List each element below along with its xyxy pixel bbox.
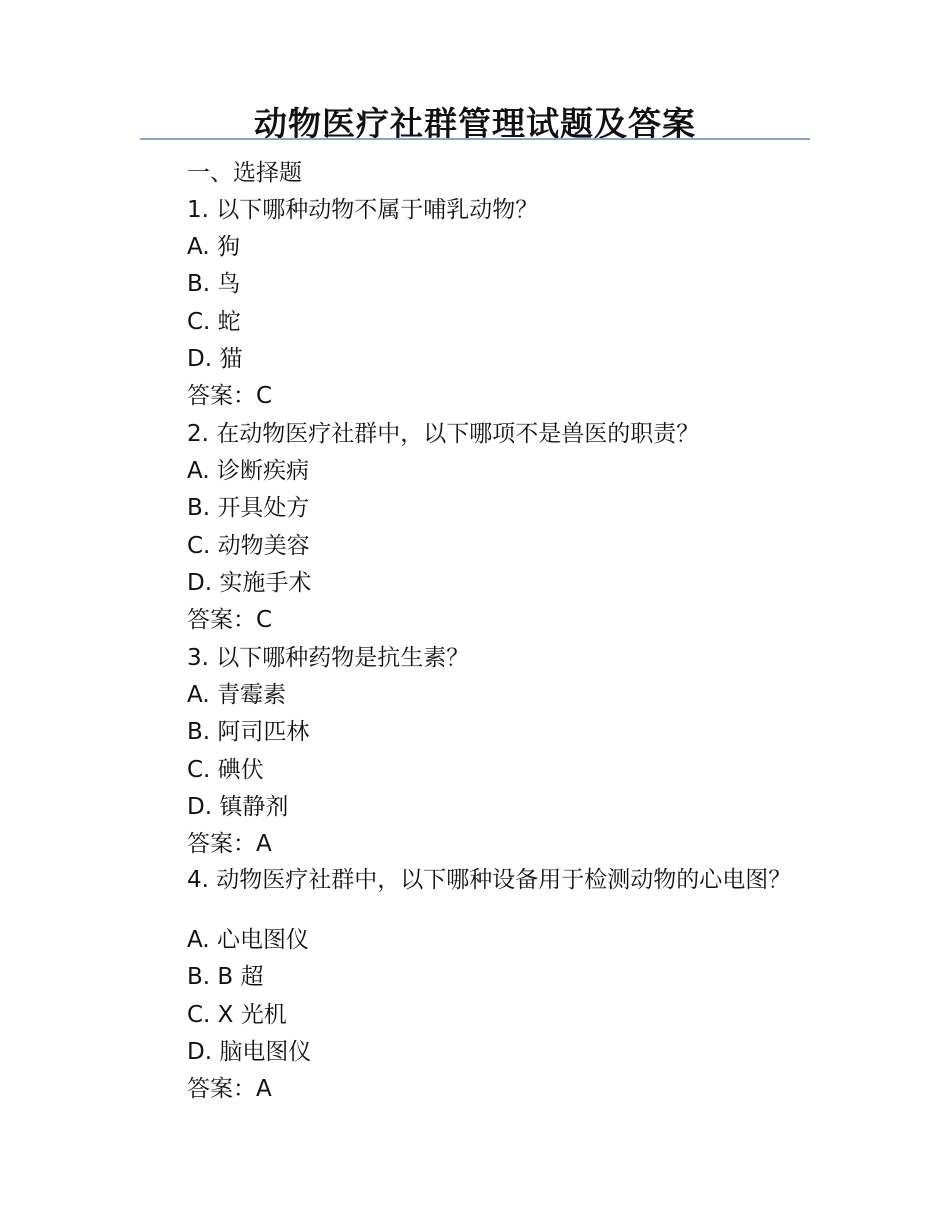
q4-option-b: B. B 超 <box>187 964 264 990</box>
title-underline <box>140 138 810 140</box>
question-3: 3. 以下哪种药物是抗生素？ <box>187 645 470 671</box>
q1-option-b: B. 鸟 <box>187 271 241 297</box>
q3-answer: 答案：A <box>187 831 272 857</box>
q4-option-a: A. 心电图仪 <box>187 927 309 953</box>
q1-answer: 答案：C <box>187 383 273 409</box>
q2-option-b: B. 开具处方 <box>187 495 310 521</box>
q2-option-c: C. 动物美容 <box>187 533 310 559</box>
q1-option-d: D. 猫 <box>187 346 243 372</box>
q3-option-d: D. 镇静剂 <box>187 794 289 820</box>
q3-option-c: C. 碘伏 <box>187 757 264 783</box>
q2-option-d: D. 实施手术 <box>187 570 312 596</box>
document-title: 动物医疗社群管理试题及答案 <box>254 104 696 143</box>
q4-answer: 答案：A <box>187 1076 272 1102</box>
q1-option-a: A. 狗 <box>187 234 240 260</box>
q2-answer: 答案：C <box>187 607 273 633</box>
q4-option-d: D. 脑电图仪 <box>187 1039 312 1065</box>
question-1: 1. 以下哪种动物不属于哺乳动物？ <box>187 197 539 223</box>
q2-option-a: A. 诊断疾病 <box>187 458 309 484</box>
section-heading: 一、选择题 <box>187 160 302 186</box>
q1-option-c: C. 蛇 <box>187 309 241 335</box>
q3-option-a: A. 青霉素 <box>187 682 286 708</box>
q3-option-b: B. 阿司匹林 <box>187 719 310 745</box>
question-2: 2. 在动物医疗社群中，以下哪项不是兽医的职责？ <box>187 421 700 447</box>
question-4: 4. 动物医疗社群中，以下哪种设备用于检测动物的心电图？ <box>187 867 792 893</box>
q4-option-c: C. X 光机 <box>187 1002 287 1028</box>
